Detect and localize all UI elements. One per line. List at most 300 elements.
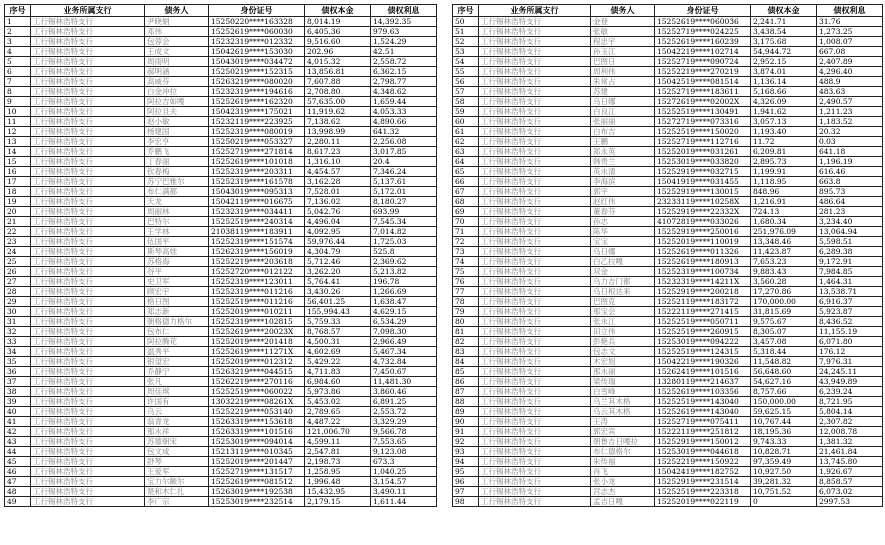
cell-principal: 13,348.46	[751, 237, 817, 247]
cell-id-number: 15252319****161578	[209, 177, 305, 187]
cell-branch: 工行锡林浩特支行	[31, 377, 145, 387]
table-row	[453, 57, 883, 67]
table-row	[453, 147, 883, 157]
cell-no: 39	[5, 397, 31, 407]
cell-debtor: 周丽林	[145, 207, 209, 217]
cell-no: 86	[453, 377, 479, 387]
cell-interest: 5,923.87	[817, 307, 883, 317]
cell-branch: 工行锡林浩特支行	[31, 457, 145, 467]
cell-principal: 6,984.60	[305, 377, 371, 387]
cell-id-number: 15232119****223925	[209, 117, 305, 127]
cell-no: 72	[453, 237, 479, 247]
cell-debtor: 白良江	[591, 107, 655, 117]
cell-id-number: 13280119****214637	[655, 377, 751, 387]
table-row	[5, 197, 437, 207]
cell-no: 48	[5, 487, 31, 497]
cell-debtor: 朱传福	[591, 457, 655, 467]
cell-debtor: 伍国平	[145, 237, 209, 247]
cell-principal: 13,998.99	[305, 127, 371, 137]
cell-interest: 1,183.52	[817, 117, 883, 127]
cell-no: 41	[5, 417, 31, 427]
cell-id-number: 15252519****130491	[655, 107, 751, 117]
cell-principal: 4,015.32	[305, 57, 371, 67]
table-row	[5, 417, 437, 427]
cell-no: 76	[453, 277, 479, 287]
cell-branch: 工行锡林浩特支行	[31, 147, 145, 157]
cell-branch: 工行锡林浩特支行	[479, 27, 591, 37]
table-header-row	[5, 5, 437, 17]
cell-principal: 6,209.81	[751, 147, 817, 157]
cell-debtor: 许国有	[145, 397, 209, 407]
cell-id-number: 15252519****143040	[655, 397, 751, 407]
table-row	[453, 217, 883, 227]
table-row	[5, 87, 437, 97]
cell-interest: 483.63	[817, 87, 883, 97]
cell-principal: 4,326.09	[751, 97, 817, 107]
table-row	[5, 317, 437, 327]
cell-debtor: 宝力尔额尔	[145, 477, 209, 487]
cell-interest: 3,490.11	[371, 487, 437, 497]
cell-debtor: 包志文	[591, 347, 655, 357]
table-row	[453, 247, 883, 257]
cell-interest: 6,362.15	[371, 67, 437, 77]
cell-debtor: 布仁德格尔	[591, 447, 655, 457]
cell-branch: 工行锡林浩特支行	[31, 327, 145, 337]
cell-debtor: 巴图日	[591, 57, 655, 67]
cell-branch: 工行锡林浩特支行	[31, 277, 145, 287]
cell-principal: 56,648.60	[751, 367, 817, 377]
table-row	[453, 107, 883, 117]
cell-principal: 11,423.87	[751, 247, 817, 257]
cell-principal: 3,430.26	[305, 287, 371, 297]
cell-no: 31	[5, 317, 31, 327]
cell-debtor: 李宏亨	[145, 137, 209, 147]
cell-debtor: 张永江	[591, 317, 655, 327]
cell-no: 95	[453, 467, 479, 477]
cell-branch: 工行锡林浩特支行	[479, 247, 591, 257]
table-row	[453, 337, 883, 347]
cell-principal: 2,280.11	[305, 137, 371, 147]
cell-branch: 工行锡林浩特支行	[479, 387, 591, 397]
table-row	[453, 487, 883, 497]
header-no: 序号	[453, 5, 479, 17]
cell-id-number: 15042319****175021	[209, 107, 305, 117]
cell-no: 69	[453, 207, 479, 217]
cell-debtor: 乌云其木格	[591, 407, 655, 417]
table-row	[453, 317, 883, 327]
cell-principal: 1,996.48	[305, 477, 371, 487]
cell-interest: 3,329.29	[371, 417, 437, 427]
cell-id-number: 21038119****183911	[209, 227, 305, 237]
cell-interest: 6,073.02	[817, 487, 883, 497]
cell-branch: 工行锡林浩特支行	[31, 257, 145, 267]
cell-interest: 1,659.44	[371, 97, 437, 107]
table-row	[453, 447, 883, 457]
cell-no: 10	[5, 107, 31, 117]
cell-debtor: 包文成	[145, 447, 209, 457]
cell-interest: 5,804.14	[817, 407, 883, 417]
cell-branch: 工行锡林浩特支行	[479, 367, 591, 377]
cell-interest: 1,381.32	[817, 437, 883, 447]
cell-no: 20	[5, 207, 31, 217]
cell-branch: 工行锡林浩特支行	[479, 57, 591, 67]
cell-debtor: 史卫军	[145, 277, 209, 287]
cell-id-number: 15263319****153618	[209, 417, 305, 427]
cell-debtor: 天龙	[145, 197, 209, 207]
cell-no: 87	[453, 387, 479, 397]
cell-branch: 工行锡林浩特支行	[31, 27, 145, 37]
cell-principal: 5,764.41	[305, 277, 371, 287]
cell-id-number: 15252619****103356	[655, 387, 751, 397]
cell-no: 89	[453, 407, 479, 417]
cell-interest: 895.73	[817, 187, 883, 197]
cell-principal: 10,927.50	[751, 467, 817, 477]
cell-id-number: 15252519****150020	[655, 127, 751, 137]
cell-branch: 工行锡林浩特支行	[31, 187, 145, 197]
cell-interest: 4,890.66	[371, 117, 437, 127]
cell-branch: 工行锡林浩特支行	[479, 377, 591, 387]
table-row	[453, 207, 883, 217]
cell-no: 85	[453, 367, 479, 377]
cell-branch: 工行锡林浩特支行	[479, 237, 591, 247]
table-row	[5, 377, 437, 387]
cell-branch: 工行锡林浩特支行	[479, 207, 591, 217]
cell-debtor: 钦春梅	[145, 167, 209, 177]
cell-interest: 1,638.47	[371, 297, 437, 307]
cell-no: 54	[453, 57, 479, 67]
table-row	[453, 417, 883, 427]
cell-no: 96	[453, 477, 479, 487]
table-row	[5, 247, 437, 257]
cell-no: 81	[453, 327, 479, 337]
table-row	[453, 287, 883, 297]
cell-no: 11	[5, 117, 31, 127]
cell-id-number: 15252619****143040	[655, 407, 751, 417]
cell-branch: 工行锡林浩特支行	[31, 437, 145, 447]
cell-interest: 9,566.78	[371, 427, 437, 437]
header-principal: 债权本金	[305, 5, 371, 17]
cell-id-number: 15252219****203618	[209, 257, 305, 267]
cell-interest: 3,234.40	[817, 217, 883, 227]
cell-interest: 6,071.80	[817, 337, 883, 347]
table-row	[5, 237, 437, 247]
cell-no: 92	[453, 437, 479, 447]
cell-interest: 0.03	[817, 137, 883, 147]
cell-no: 26	[5, 267, 31, 277]
cell-id-number: 23233119****10258X	[655, 197, 751, 207]
cell-debtor: 郭宏宾	[591, 427, 655, 437]
table-row	[5, 157, 437, 167]
cell-id-number: 15252519****240314	[209, 217, 305, 227]
cell-branch: 工行锡林浩特支行	[31, 297, 145, 307]
table-row	[5, 347, 437, 357]
cell-interest: 4,296.40	[817, 67, 883, 77]
cell-interest: 12,008.78	[817, 427, 883, 437]
cell-debtor: 宝宝	[591, 237, 655, 247]
cell-principal: 9,575.67	[751, 317, 817, 327]
cell-branch: 工行锡林浩特支行	[31, 67, 145, 77]
cell-principal: 3,874.01	[751, 67, 817, 77]
cell-debtor: 彭艳兵	[591, 337, 655, 347]
cell-debtor: 杨建国	[145, 127, 209, 137]
cell-debtor: 乌力吉门都	[591, 277, 655, 287]
cell-no: 3	[5, 37, 31, 47]
cell-id-number: 15252519****060022	[209, 387, 305, 397]
cell-branch: 工行锡林浩特支行	[31, 337, 145, 347]
cell-principal: 3,438.54	[751, 27, 817, 37]
table-row	[5, 427, 437, 437]
cell-branch: 工行锡林浩特支行	[31, 77, 145, 87]
cell-id-number: 15043019****034472	[209, 57, 305, 67]
cell-branch: 工行锡林浩特支行	[479, 497, 591, 507]
cell-id-number: 15252019****110019	[655, 237, 751, 247]
table-row	[5, 437, 437, 447]
cell-debtor: 包布仁	[145, 327, 209, 337]
cell-branch: 工行锡林浩特支行	[479, 177, 591, 187]
table-row	[5, 187, 437, 197]
cell-no: 53	[453, 47, 479, 57]
cell-debtor: 金登	[591, 17, 655, 27]
cell-principal: 7,136.02	[305, 197, 371, 207]
cell-interest: 1,725.03	[371, 237, 437, 247]
cell-interest: 7,014.82	[371, 227, 437, 237]
cell-branch: 工行锡林浩特支行	[479, 347, 591, 357]
cell-debtor: 程忠宇	[591, 37, 655, 47]
cell-principal: 5,042.76	[305, 207, 371, 217]
cell-no: 29	[5, 297, 31, 307]
cell-id-number: 15252619****060030	[209, 27, 305, 37]
cell-branch: 工行锡林浩特支行	[479, 107, 591, 117]
table-row	[5, 387, 437, 397]
cell-interest: 21,461.84	[817, 447, 883, 457]
cell-principal: 4,092.95	[305, 227, 371, 237]
cell-interest: 1,464.31	[817, 277, 883, 287]
cell-id-number: 15253019****044618	[655, 447, 751, 457]
cell-no: 45	[5, 457, 31, 467]
cell-interest: 13,064.94	[817, 227, 883, 237]
table-row	[453, 177, 883, 187]
cell-principal: 7,607.88	[305, 77, 371, 87]
cell-debtor: 赵小敏	[145, 117, 209, 127]
cell-interest: 7,984.85	[817, 267, 883, 277]
cell-interest: 979.63	[371, 27, 437, 37]
cell-interest: 616.46	[817, 167, 883, 177]
cell-id-number: 15263219****044515	[209, 367, 305, 377]
table-row	[5, 67, 437, 77]
cell-id-number: 15252019****012312	[209, 357, 305, 367]
cell-id-number: 15252720****012122	[209, 267, 305, 277]
cell-id-number: 15042219****102714	[655, 47, 751, 57]
cell-debtor: 苏建	[591, 87, 655, 97]
cell-interest: 2,256.08	[371, 137, 437, 147]
table-row	[5, 327, 437, 337]
cell-principal: 17,270.86	[751, 287, 817, 297]
cell-principal: 8,305.07	[751, 327, 817, 337]
cell-branch: 工行锡林浩特支行	[31, 107, 145, 117]
cell-debtor: 白金冲拉	[145, 87, 209, 97]
cell-debtor: 温秀平	[145, 347, 209, 357]
cell-no: 9	[5, 97, 31, 107]
table-row	[5, 167, 437, 177]
cell-no: 51	[453, 27, 479, 37]
cell-id-number: 15252219****053140	[209, 407, 305, 417]
cell-principal: 3,560.28	[751, 277, 817, 287]
table-row	[453, 17, 883, 27]
cell-id-number: 15262419****101516	[655, 367, 751, 377]
cell-debtor: 英永清	[591, 167, 655, 177]
cell-debtor: 李海滨	[591, 177, 655, 187]
cell-principal: 4,304.79	[305, 247, 371, 257]
table-row	[5, 137, 437, 147]
cell-id-number: 15252919****130015	[655, 187, 751, 197]
cell-debtor: 乔静宁	[145, 367, 209, 377]
cell-no: 38	[5, 387, 31, 397]
cell-principal: 7,653.23	[751, 257, 817, 267]
cell-interest: 8,721.95	[817, 397, 883, 407]
cell-debtor: 乌日娜	[591, 247, 655, 257]
table-row	[5, 37, 437, 47]
cell-principal: 8,014.19	[305, 17, 371, 27]
cell-no: 13	[5, 137, 31, 147]
cell-no: 40	[5, 407, 31, 417]
table-row	[453, 397, 883, 407]
cell-interest: 2,490.57	[817, 97, 883, 107]
cell-id-number: 15252619****160239	[655, 37, 751, 47]
cell-id-number: 15042619****153030	[209, 47, 305, 57]
cell-no: 19	[5, 197, 31, 207]
cell-debtor: 张敏	[591, 27, 655, 37]
cell-interest: 31.76	[817, 17, 883, 27]
cell-branch: 工行锡林浩特支行	[479, 487, 591, 497]
cell-branch: 工行锡林浩特支行	[479, 77, 591, 87]
cell-principal: 2,708.80	[305, 87, 371, 97]
cell-interest: 2,369.62	[371, 257, 437, 267]
cell-debtor: 乔鹏飞	[145, 147, 209, 157]
cell-branch: 工行锡林浩特支行	[479, 357, 591, 367]
cell-branch: 工行锡林浩特支行	[31, 477, 145, 487]
cell-interest: 5,467.34	[371, 347, 437, 357]
cell-debtor: 周利伟	[591, 67, 655, 77]
cell-no: 65	[453, 167, 479, 177]
cell-branch: 工行锡林浩特支行	[479, 447, 591, 457]
cell-branch: 工行锡林浩特支行	[31, 267, 145, 277]
cell-principal: 59,976.44	[305, 237, 371, 247]
cell-interest: 488.9	[817, 77, 883, 87]
cell-id-number: 15252619****060036	[655, 17, 751, 27]
cell-interest: 281.23	[817, 207, 883, 217]
cell-no: 49	[5, 497, 31, 507]
cell-id-number: 15253019****232514	[209, 497, 305, 507]
cell-id-number: 15252619****011326	[655, 247, 751, 257]
cell-principal: 31,815.69	[751, 307, 817, 317]
cell-principal: 2,789.65	[305, 407, 371, 417]
cell-no: 37	[5, 377, 31, 387]
cell-debtor: 周佳琪	[145, 387, 209, 397]
cell-branch: 工行锡林浩特支行	[31, 287, 145, 297]
header-branch: 业务所属支行	[31, 5, 145, 17]
cell-debtor: 朝鲁吉日嘎拉	[591, 437, 655, 447]
cell-interest: 7,553.65	[371, 437, 437, 447]
cell-debtor: 李广宗	[145, 497, 209, 507]
cell-principal: 848.96	[751, 187, 817, 197]
cell-branch: 工行锡林浩特支行	[31, 497, 145, 507]
cell-principal: 39,281.32	[751, 477, 817, 487]
cell-debtor: 郑志新	[145, 307, 209, 317]
header-id-number: 身份证号	[209, 5, 305, 17]
cell-branch: 工行锡林浩特支行	[479, 287, 591, 297]
cell-principal: 9,516.60	[305, 37, 371, 47]
table-row	[453, 467, 883, 477]
cell-id-number: 15252319****080019	[209, 127, 305, 137]
table-row	[5, 477, 437, 487]
cell-principal: 54,627.16	[751, 377, 817, 387]
cell-branch: 工行锡林浩特支行	[479, 267, 591, 277]
cell-no: 83	[453, 347, 479, 357]
cell-debtor: 白乙拉嘎	[591, 257, 655, 267]
cell-branch: 工行锡林浩特支行	[479, 277, 591, 287]
cell-id-number: 15252919****250016	[655, 227, 751, 237]
cell-no: 82	[453, 337, 479, 347]
cell-debtor: 布仁满都	[145, 187, 209, 197]
cell-principal: 251,976.09	[751, 227, 817, 237]
table-row	[453, 347, 883, 357]
cell-no: 42	[5, 427, 31, 437]
cell-id-number: 15253019****094014	[209, 437, 305, 447]
cell-branch: 工行锡林浩特支行	[479, 17, 591, 27]
cell-branch: 工行锡林浩特支行	[479, 217, 591, 227]
table-row	[5, 57, 437, 67]
cell-principal: 4,487.22	[305, 417, 371, 427]
cell-no: 15	[5, 157, 31, 167]
cell-interest: 6,239.24	[817, 387, 883, 397]
cell-interest: 1,524.29	[371, 37, 437, 47]
cell-id-number: 15252919****22332X	[655, 207, 751, 217]
cell-interest: 24,245.11	[817, 367, 883, 377]
cell-interest: 11,155.19	[817, 327, 883, 337]
cell-no: 88	[453, 397, 479, 407]
cell-principal: 1,216.91	[751, 197, 817, 207]
header-debtor: 债务人	[591, 5, 655, 17]
cell-principal: 1,258.95	[305, 467, 371, 477]
cell-branch: 工行锡林浩特支行	[31, 417, 145, 427]
cell-debtor: 那宝会	[591, 307, 655, 317]
cell-no: 12	[5, 127, 31, 137]
cell-branch: 工行锡林浩特支行	[31, 247, 145, 257]
header-debtor: 债务人	[145, 5, 209, 17]
cell-principal: 4,500.31	[305, 337, 371, 347]
cell-branch: 工行锡林浩特支行	[31, 237, 145, 247]
cell-debtor: 包蓉会	[145, 37, 209, 47]
cell-interest: 7,976.31	[817, 357, 883, 367]
cell-interest: 1,926.67	[817, 467, 883, 477]
cell-branch: 工行锡林浩特支行	[31, 37, 145, 47]
cell-id-number: 15232319****034411	[209, 207, 305, 217]
cell-interest: 525.8	[371, 247, 437, 257]
cell-interest: 5,213.82	[371, 267, 437, 277]
table-row	[453, 357, 883, 367]
cell-interest: 4,348.62	[371, 87, 437, 97]
cell-interest: 1,008.07	[817, 37, 883, 47]
table-row	[453, 137, 883, 147]
cell-no: 62	[453, 137, 479, 147]
cell-no: 8	[5, 87, 31, 97]
table-body-right	[453, 17, 883, 507]
cell-branch: 工行锡林浩特支行	[479, 47, 591, 57]
table-row	[5, 367, 437, 377]
cell-id-number: 15252319****203311	[209, 167, 305, 177]
cell-debtor: 乌云	[145, 407, 209, 417]
cell-no: 61	[453, 127, 479, 137]
